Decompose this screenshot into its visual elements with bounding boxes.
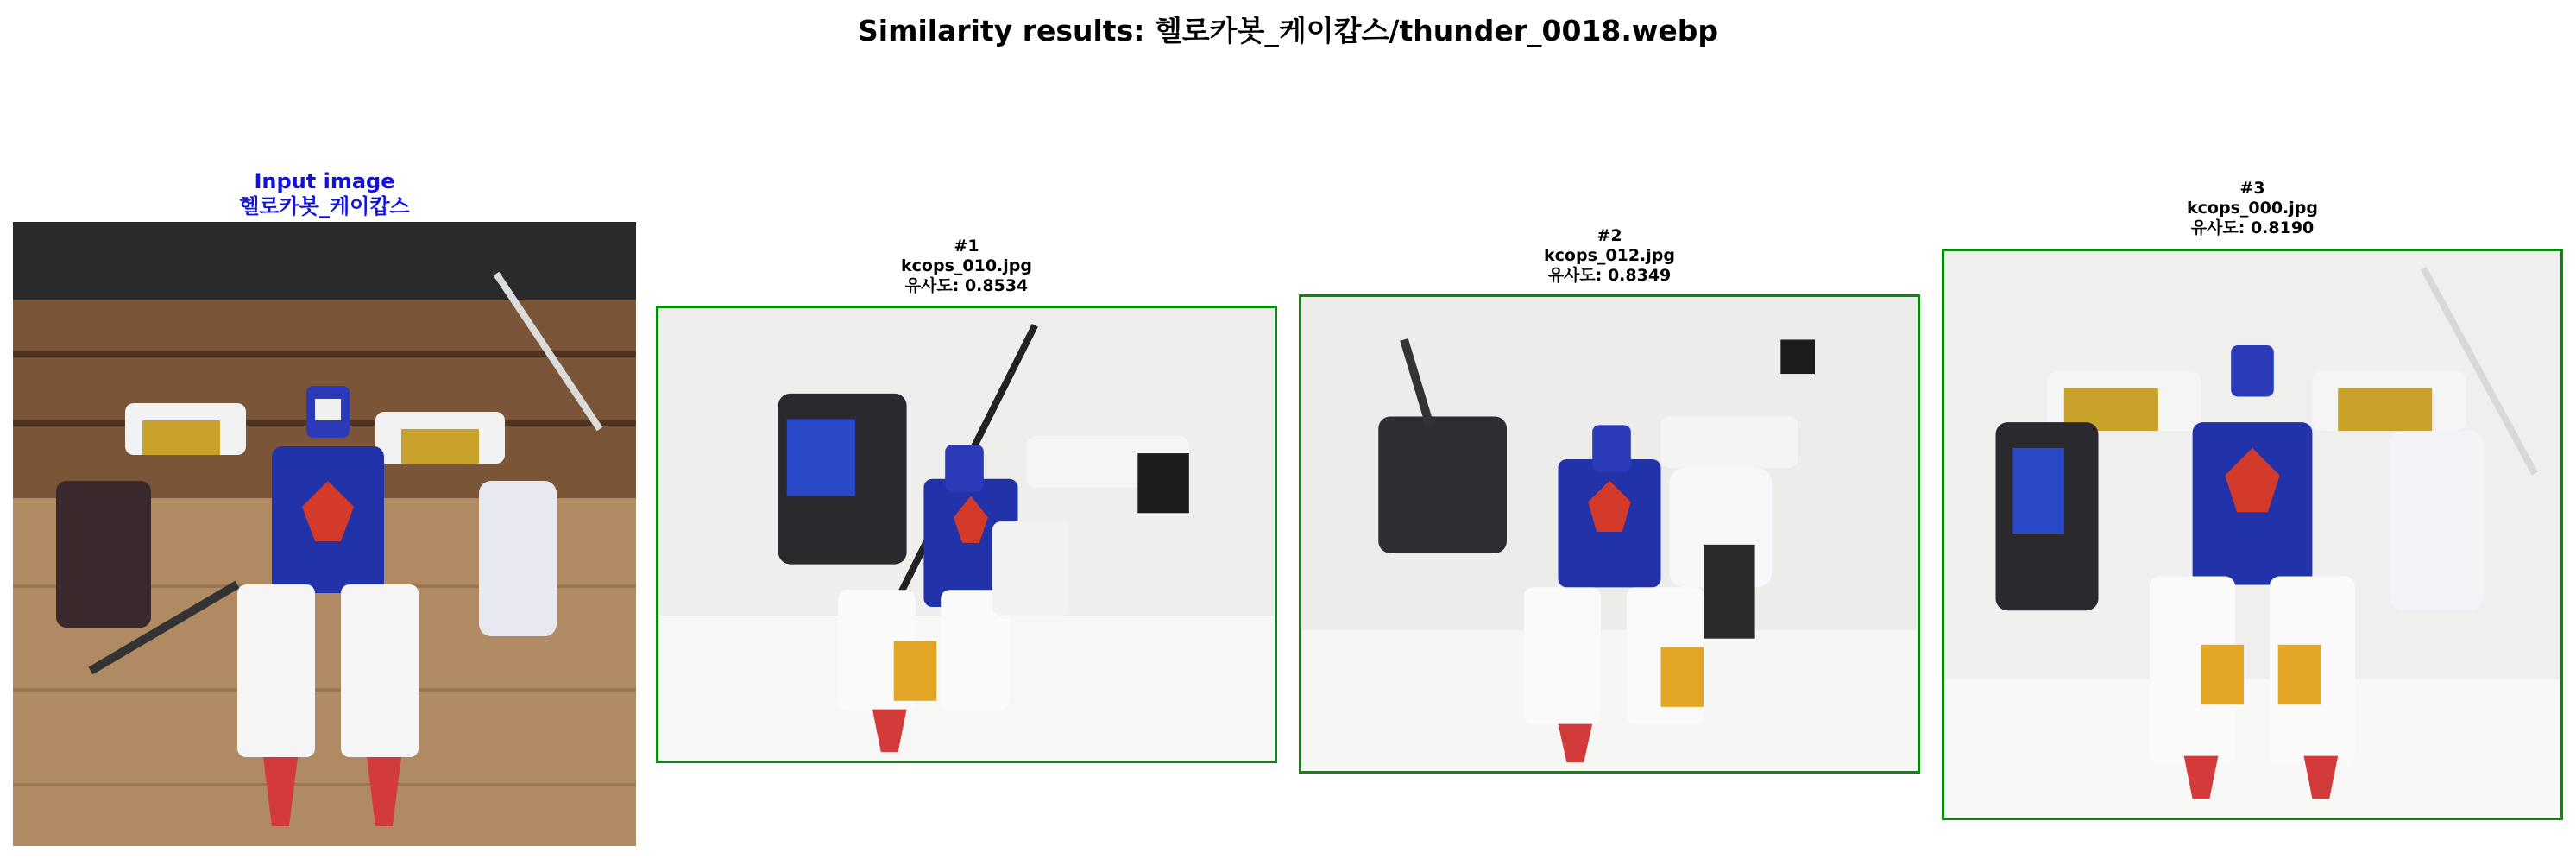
input-photo-robot	[13, 222, 636, 846]
figure-title: Similarity results: 헬로카봇_케이캅스/thunder_0018.webp	[857, 14, 1719, 47]
result-similarity: 유사도: 0.8534	[904, 275, 1029, 295]
input-heading: Input image	[254, 169, 395, 193]
result-caption-3	[1942, 179, 2563, 237]
result-rank: #3	[2239, 179, 2265, 198]
result-similarity: 유사도: 0.8349	[1547, 265, 1672, 285]
result-photo-robot	[1301, 297, 1918, 771]
result-filename: kcops_010.jpg	[901, 256, 1032, 275]
result-filename: kcops_000.jpg	[2187, 198, 2318, 218]
result-rank: #2	[1597, 226, 1622, 245]
input-image	[13, 222, 636, 846]
result-image-3	[1942, 249, 2563, 820]
result-caption-1	[656, 237, 1277, 295]
result-image-2	[1299, 294, 1920, 774]
input-caption	[13, 169, 636, 219]
result-similarity: 유사도: 0.8190	[2190, 218, 2315, 237]
result-photo-robot	[658, 308, 1275, 761]
result-filename: kcops_012.jpg	[1544, 245, 1675, 265]
result-rank: #1	[954, 237, 979, 256]
input-class-name: 헬로카봇_케이캅스	[239, 193, 410, 218]
result-photo-robot	[1944, 251, 2560, 818]
result-image-1	[656, 306, 1277, 763]
result-caption-2	[1299, 226, 1920, 285]
